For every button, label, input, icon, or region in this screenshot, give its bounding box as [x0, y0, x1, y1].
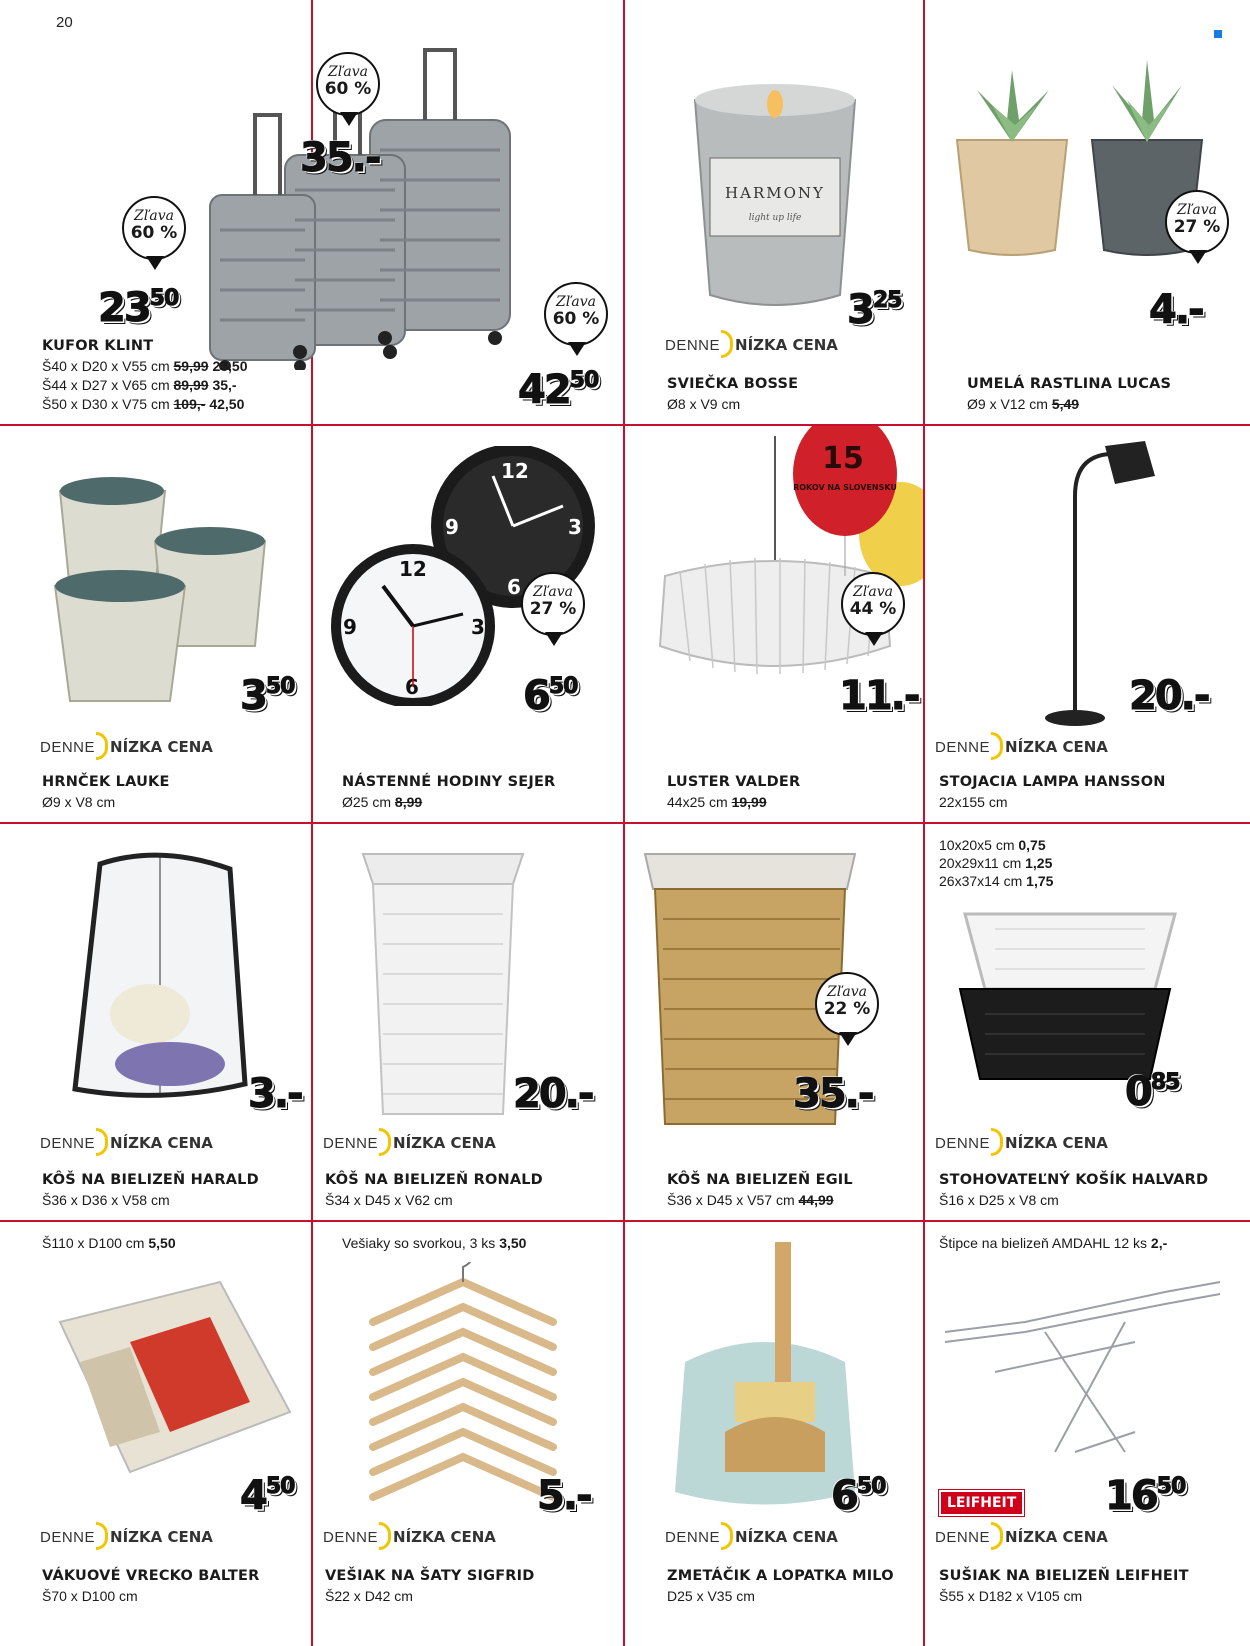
price-tag: $42^{50}$: [518, 367, 599, 413]
size-price-line: 20x29x11 cm 1,25: [939, 855, 1053, 871]
product-spec: 44x25 cm 19,99: [667, 794, 767, 810]
product-card-sigfrid[interactable]: [313, 1222, 623, 1646]
denne-nizka-cena-logo: DENNE NÍZKA CENA: [323, 1522, 496, 1550]
product-title: VEŠIAK NA ŠATY SIGFRID: [325, 1568, 535, 1584]
price-tag: $6^{50}$: [523, 673, 578, 719]
denne-nizka-cena-logo: DENNE NÍZKA CENA: [935, 732, 1108, 760]
product-title: KÔŠ NA BIELIZEŇ HARALD: [42, 1172, 259, 1188]
product-title: UMELÁ RASTLINA LUCAS: [967, 376, 1172, 392]
svg-text:9: 9: [445, 515, 459, 539]
product-title: SVIEČKA BOSSE: [667, 376, 799, 392]
product-spec: Š34 x D45 x V62 cm: [325, 1192, 453, 1208]
vacuum-bag-image: [40, 1262, 300, 1492]
product-spec: Ø8 x V9 cm: [667, 396, 741, 412]
product-card-kufor[interactable]: [0, 0, 623, 424]
product-title: ZMETÁČIK A LOPATKA MILO: [667, 1568, 894, 1584]
svg-text:light up life: light up life: [748, 213, 802, 223]
price-tag: $3^{25}$: [847, 287, 902, 333]
size-price-line: 26x37x14 cm 1,75: [939, 873, 1054, 889]
dustpan-brush-image: [665, 1242, 865, 1512]
price-tag: 3.-: [248, 1071, 302, 1117]
mugs-image: [50, 466, 270, 706]
price-tag: $0^{85}$: [1125, 1069, 1180, 1115]
svg-text:15: 15: [822, 441, 864, 476]
denne-nizka-cena-logo: DENNE NÍZKA CENA: [40, 1128, 213, 1156]
product-card-egil[interactable]: [625, 824, 923, 1220]
product-title: KÔŠ NA BIELIZEŇ RONALD: [325, 1172, 543, 1188]
product-title: STOJACIA LAMPA HANSSON: [939, 774, 1166, 790]
size-line: Š40 x D20 x V55 cm 59,99 23,50: [42, 358, 248, 374]
page-number: 20: [56, 14, 73, 31]
svg-text:3: 3: [471, 615, 485, 639]
discount-badge: Zľava 22 %: [815, 972, 879, 1036]
product-card-milo[interactable]: [625, 1222, 923, 1646]
svg-text:6: 6: [405, 675, 419, 699]
price-tag: $6^{50}$: [831, 1473, 886, 1519]
white-hamper-image: [353, 844, 533, 1124]
price-tag: 4.-: [1149, 287, 1203, 333]
product-card-ronald[interactable]: [313, 824, 623, 1220]
discount-badge: Zľava 60 %: [316, 52, 380, 116]
product-spec: Ø9 x V8 cm: [42, 794, 116, 810]
product-card-hrncek[interactable]: [0, 426, 311, 822]
discount-badge: Zľava 27 %: [521, 572, 585, 636]
product-title: VÁKUOVÉ VRECKO BALTER: [42, 1568, 260, 1584]
denne-nizka-cena-logo: DENNE NÍZKA CENA: [935, 1522, 1108, 1550]
svg-text:9: 9: [343, 615, 357, 639]
price-tag: 20.-: [513, 1071, 593, 1117]
size-price-line: Štipce na bielizeň AMDAHL 12 ks 2,-: [939, 1235, 1168, 1251]
price-tag: 35.-: [300, 135, 380, 181]
product-title: HRNČEK LAUKE: [42, 774, 170, 790]
discount-badge: Zľava 44 %: [841, 572, 905, 636]
size-price-line: Š110 x D100 cm 5,50: [42, 1235, 176, 1251]
product-card-harald[interactable]: [0, 824, 311, 1220]
svg-text:ROKOV NA SLOVENSKU: ROKOV NA SLOVENSKU: [793, 483, 897, 492]
price-tag: $4^{50}$: [240, 1473, 295, 1519]
svg-text:3: 3: [568, 515, 582, 539]
mesh-hamper-image: [60, 844, 260, 1114]
product-title: KÔŠ NA BIELIZEŇ EGIL: [667, 1172, 853, 1188]
svg-text:12: 12: [399, 557, 427, 581]
product-spec: Š36 x D36 x V58 cm: [42, 1192, 170, 1208]
price-tag: 35.-: [793, 1071, 873, 1117]
price-tag: $23^{50}$: [98, 285, 179, 331]
product-title: NÁSTENNÉ HODINY SEJER: [342, 774, 556, 790]
size-price-line: Vešiaky so svorkou, 3 ks 3,50: [342, 1235, 527, 1251]
candle-image: [685, 80, 865, 310]
discount-badge: Zľava 27 %: [1165, 190, 1229, 254]
discount-badge: Zľava 60 %: [122, 196, 186, 260]
size-price-line: 10x20x5 cm 0,75: [939, 837, 1046, 853]
product-spec: Ø9 x V12 cm 5,49: [967, 396, 1080, 412]
denne-nizka-cena-logo: DENNE NÍZKA CENA: [40, 732, 213, 760]
denne-nizka-cena-logo: DENNE NÍZKA CENA: [665, 330, 838, 358]
product-spec: Š22 x D42 cm: [325, 1588, 413, 1604]
denne-nizka-cena-logo: DENNE NÍZKA CENA: [40, 1522, 213, 1550]
product-title: STOHOVATEĽNÝ KOŠÍK HALVARD: [939, 1172, 1209, 1188]
svg-text:HARMONY: HARMONY: [725, 184, 825, 202]
product-spec: Š36 x D45 x V57 cm 44,99: [667, 1192, 834, 1208]
product-card-lampa[interactable]: [925, 426, 1250, 822]
product-card-luster[interactable]: [625, 426, 923, 822]
product-spec: 22x155 cm: [939, 794, 1008, 810]
product-card-sviecka[interactable]: [625, 0, 922, 424]
stackable-baskets-image: [955, 904, 1195, 1094]
product-spec: D25 x V35 cm: [667, 1588, 755, 1604]
denne-nizka-cena-logo: DENNE NÍZKA CENA: [323, 1128, 496, 1156]
drying-rack-image: [935, 1262, 1225, 1462]
product-spec: Š55 x D182 x V105 cm: [939, 1588, 1083, 1604]
price-tag: 5.-: [537, 1473, 591, 1519]
product-card-hodiny[interactable]: [313, 426, 623, 822]
price-tag: 20.-: [1129, 673, 1209, 719]
product-card-leifheit[interactable]: [925, 1222, 1250, 1646]
product-title: KUFOR KLINT: [42, 338, 154, 354]
product-card-balter[interactable]: [0, 1222, 311, 1646]
size-line: Š50 x D30 x V75 cm 109,- 42,50: [42, 396, 245, 412]
anniversary-balloon: [785, 426, 923, 586]
product-spec: Š16 x D25 x V8 cm: [939, 1192, 1059, 1208]
leifheit-logo: LEIFHEIT: [939, 1490, 1024, 1516]
price-tag: $16^{50}$: [1105, 1473, 1186, 1519]
denne-nizka-cena-logo: DENNE NÍZKA CENA: [665, 1522, 838, 1550]
denne-nizka-cena-logo: DENNE NÍZKA CENA: [935, 1128, 1108, 1156]
size-line: Š44 x D27 x V65 cm 89,99 35,-: [42, 377, 237, 393]
discount-badge: Zľava 60 %: [544, 282, 608, 346]
product-card-rastlina[interactable]: [925, 0, 1250, 424]
price-tag: 11.-: [839, 673, 919, 719]
product-card-halvard[interactable]: [925, 824, 1250, 1220]
product-title: LUSTER VALDER: [667, 774, 801, 790]
price-tag: $3^{50}$: [240, 673, 295, 719]
svg-text:6: 6: [507, 575, 521, 599]
product-title: SUŠIAK NA BIELIZEŇ LEIFHEIT: [939, 1568, 1189, 1584]
product-spec: Š70 x D100 cm: [42, 1588, 138, 1604]
product-spec: Ø25 cm 8,99: [342, 794, 423, 810]
svg-text:12: 12: [501, 459, 529, 483]
